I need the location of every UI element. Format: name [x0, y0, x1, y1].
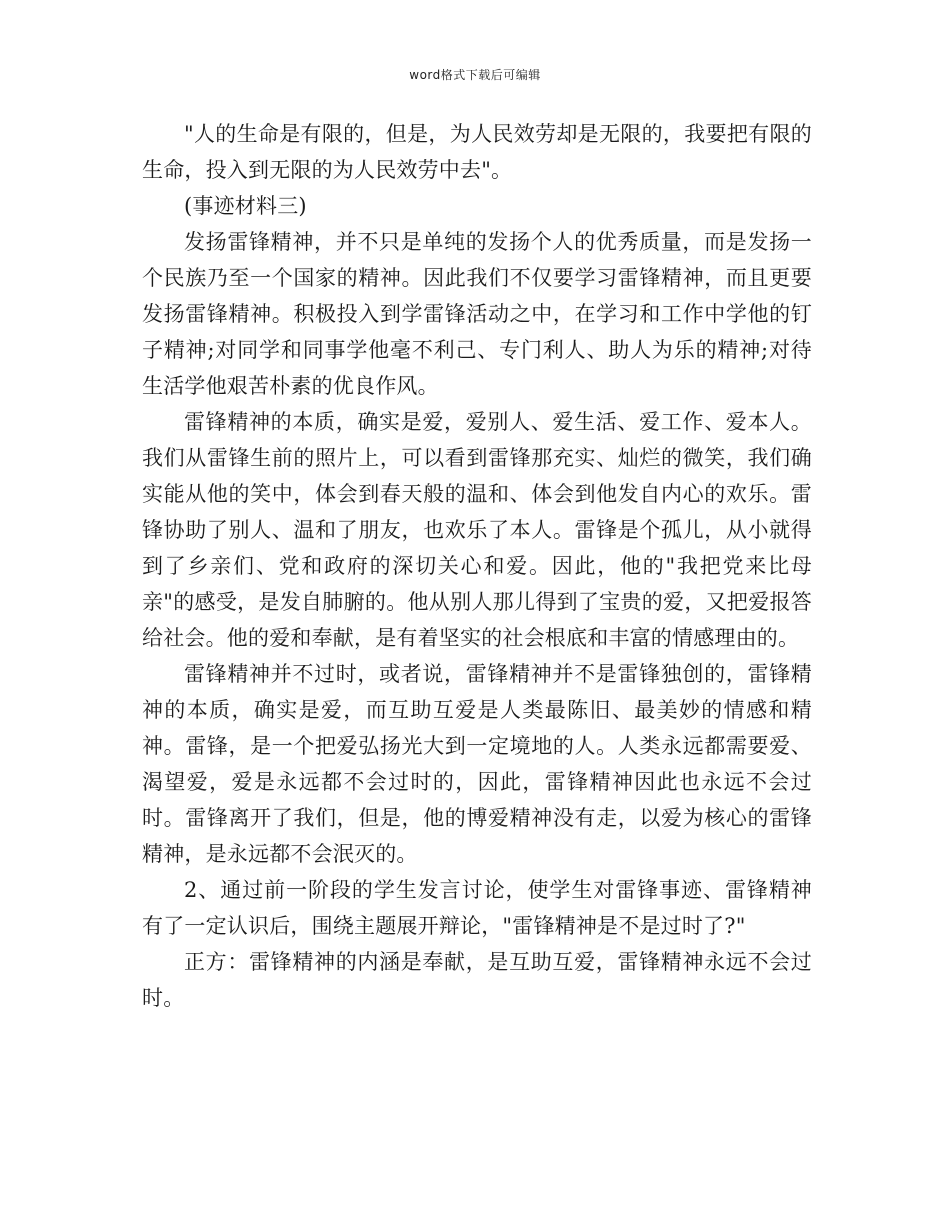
- paragraph-quote: "人的生命是有限的，但是，为人民效劳却是无限的，我要把有限的生命，投入到无限的为人民效劳中去"。: [142, 122, 812, 182]
- paragraph-section-label: (事迹材料三): [184, 194, 307, 218]
- page-header: word格式下载后可编辑: [409, 68, 541, 82]
- paragraph-body: 雷锋精神的本质，确实是爱，爱别人、爱生活、爱工作、爱本人。我们从雷锋生前的照片上，可以看到雷锋那充实、灿烂的微笑，我们确实能从他的笑中，体会到春天般的温和、体会到他发自内心的欢乐。雷锋协助了别人、温和了朋友，也欢乐了本人。雷锋是个孤儿，从小就得到了乡亲们、党和政府的深切关心和爱。因此，他的"我把党来比母亲"的感受，是发自肺腑的。他从别人那儿得到了宝贵的爱，又把爱报答给社会。他的爱和奉献，是有着坚实的社会根底和丰富的情感理由的。: [142, 410, 812, 650]
- paragraph-body: 正方：雷锋精神的内涵是奉献，是互助互爱，雷锋精神永远不会过时。: [142, 950, 812, 1010]
- paragraph-body: 2、通过前一阶段的学生发言讨论，使学生对雷锋事迹、雷锋精神有了一定认识后，围绕主题展开辩论，"雷锋精神是不是过时了?": [142, 878, 812, 938]
- document-body: [142, 116, 812, 1016]
- paragraph-body: 发扬雷锋精神，并不只是单纯的发扬个人的优秀质量，而是发扬一个民族乃至一个国家的精神。因此我们不仅要学习雷锋精神，而且更要发扬雷锋精神。积极投入到学雷锋活动之中，在学习和工作中学他的钉子精神;对同学和同事学他毫不利己、专门利人、助人为乐的精神;对待生活学他艰苦朴素的优良作风。: [142, 230, 812, 398]
- paragraph-body: 雷锋精神并不过时，或者说，雷锋精神并不是雷锋独创的，雷锋精神的本质，确实是爱，而互助互爱是人类最陈旧、最美妙的情感和精神。雷锋，是一个把爱弘扬光大到一定境地的人。人类永远都需要爱、渴望爱，爱是永远都不会过时的，因此，雷锋精神因此也永远不会过时。雷锋离开了我们，但是，他的博爱精神没有走，以爱为核心的雷锋精神，是永远都不会泯灭的。: [142, 662, 812, 866]
